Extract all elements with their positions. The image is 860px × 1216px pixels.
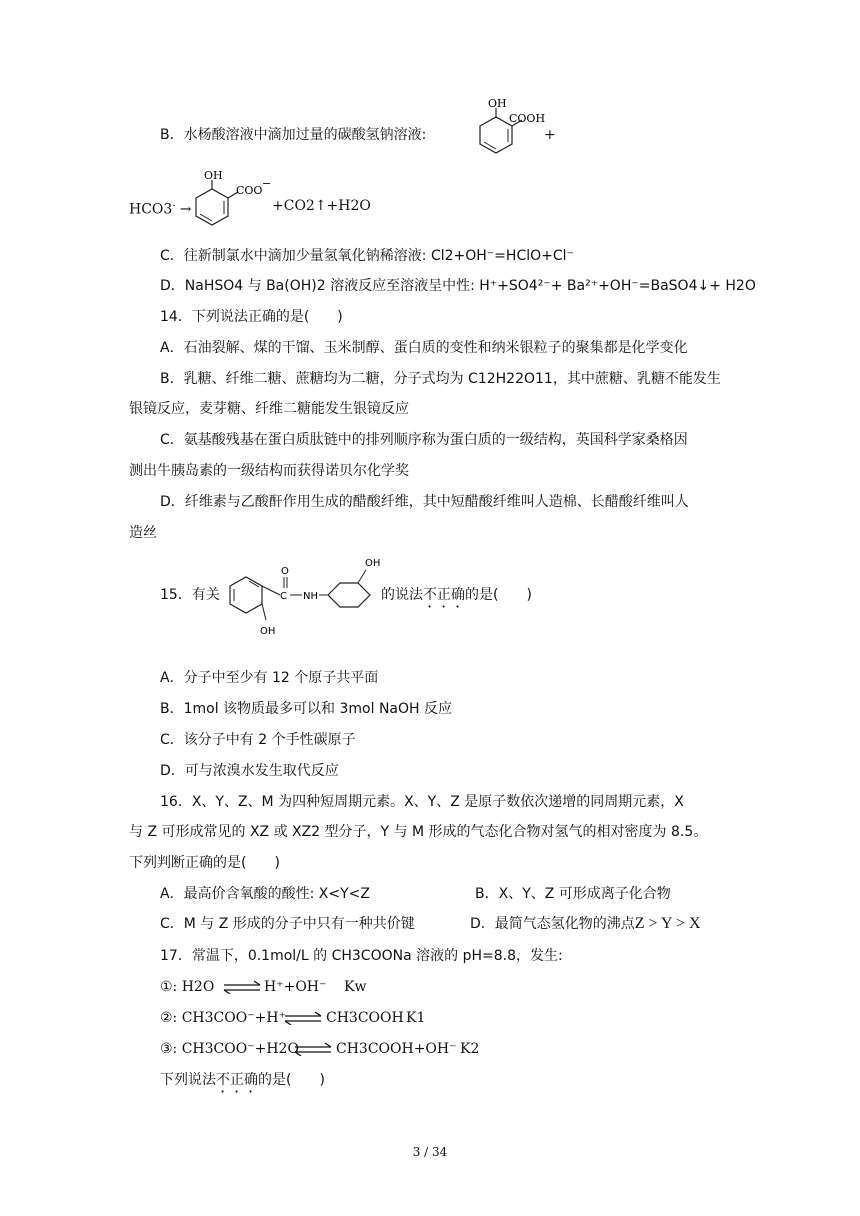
q14-stem: 14．下列说法正确的是( ) [160, 309, 343, 325]
equilibrium-arrow-icon [293, 1042, 333, 1056]
oh-label: OH [488, 98, 507, 110]
q15-option-d: D．可与浓溴水发生取代反应 [160, 763, 339, 779]
q15-option-a: A．分子中至少有 12 个原子共平面 [160, 670, 379, 686]
oh-top-label: OH [365, 558, 381, 569]
q17-eq1-k: Kw [344, 979, 367, 995]
q16-line1: 16．X、Y、Z、M 为四种短周期元素。X、Y、Z 是原子数依次递增的同周期元素，X [160, 794, 684, 810]
q16-line3: 下列判断正确的是( ) [129, 855, 280, 871]
q13b-label: B．水杨酸溶液中滴加过量的碳酸氢钠溶液: [160, 127, 427, 143]
q17-eq3-k: K2 [460, 1041, 480, 1057]
oxygen-label: O [281, 566, 289, 577]
q13d: D．NaHSO4 与 Ba(OH)2 溶液反应至溶液呈中性: H⁺+SO4²⁻+ Ba²⁺+OH⁻=BaSO4↓+ H2O [160, 278, 756, 294]
salicylate-structure [182, 170, 274, 234]
q17-eq3-right: CH3COOH+OH⁻ [336, 1041, 457, 1057]
q17-eq1-right: H⁺+OH⁻ [264, 979, 327, 995]
q15-option-c: C．该分子中有 2 个手性碳原子 [160, 732, 356, 748]
q16-option-d: D．最简气态氢化物的沸点Z > Y > X [470, 915, 701, 932]
coo-label: COO [236, 184, 263, 197]
q17-eq2-k: K1 [406, 1010, 426, 1026]
q14-option-d-line2: 造丝 [129, 525, 157, 541]
q15-option-b: B．1mol 该物质最多可以和 3mol NaOH 反应 [160, 701, 453, 717]
amide-molecule-structure [222, 550, 382, 640]
q17-eq3-left: ③: CH3COO⁻+H2O [160, 1041, 299, 1057]
oh-label: OH [204, 170, 223, 182]
q13c: C．往新制氯水中滴加少量氢氧化钠稀溶液: Cl2+OH⁻=HClO+Cl⁻ [160, 248, 574, 264]
page-number: 3 / 34 [412, 1145, 448, 1159]
q16-option-b: B．X、Y、Z 可形成离子化合物 [475, 886, 671, 902]
oh-bottom-label: OH [260, 626, 276, 637]
q17-eq1-left: ①: H2O [160, 979, 215, 995]
q14-option-a: A．石油裂解、煤的干馏、玉米制醇、蛋白质的变性和纳米银粒子的聚集都是化学变化 [160, 340, 688, 356]
q15-suffix: 的说法不正确的是( ) [381, 587, 532, 603]
q13b-products: +CO2↑+H2O [272, 198, 371, 214]
q16-option-c: C．M 与 Z 形成的分子中只有一种共价键 [160, 916, 415, 932]
q14-option-b-line2: 银镜反应，麦芽糖、纤维二糖能发生银镜反应 [129, 401, 409, 417]
q14-option-d-line1: D．纤维素与乙酸酐作用生成的醋酸纤维，其中短醋酸纤维叫人造棉、长醋酸纤维叫人 [160, 494, 689, 510]
q17-stem: 17．常温下，0.1mol/L 的 CH3COONa 溶液的 pH=8.8，发生: [160, 948, 563, 964]
cooh-label: COOH [509, 112, 545, 125]
carbon-label: C [280, 591, 287, 602]
q16-line2: 与 Z 可形成常见的 XZ 或 XZ2 型分子，Y 与 M 形成的气态化合物对氢气的相对密度为 8.5。 [129, 824, 708, 840]
q14-option-c-line1: C．氨基酸残基在蛋白质肽链中的排列顺序称为蛋白质的一级结构，英国科学家桑格因 [160, 432, 688, 448]
svg-text:−: − [262, 177, 272, 190]
q13b-reactant: HCO3- → [129, 201, 192, 218]
q14-option-c-line2: 测出牛胰岛素的一级结构而获得诺贝尔化学奖 [129, 463, 409, 479]
equilibrium-arrow-icon [283, 1011, 323, 1025]
salicylic-acid-structure [460, 98, 545, 162]
q16-option-a: A．最高价含氧酸的酸性: X<Y<Z [160, 886, 370, 902]
nh-label: NH [303, 591, 318, 602]
q17-eq2-left: ②: CH3COO⁻+H⁺ [160, 1010, 286, 1026]
plus-sign: + [544, 127, 556, 143]
q15-prefix: 15．有关 [160, 587, 220, 603]
q17-eq2-right: CH3COOH [326, 1010, 404, 1026]
equilibrium-arrow-icon [222, 980, 262, 994]
q17-question: 下列说法不正确的是( ) [160, 1072, 325, 1088]
q14-option-b-line1: B．乳糖、纤维二糖、蔗糖均为二糖，分子式均为 C12H22O11，其中蔗糖、乳糖不能发生 [160, 371, 721, 387]
